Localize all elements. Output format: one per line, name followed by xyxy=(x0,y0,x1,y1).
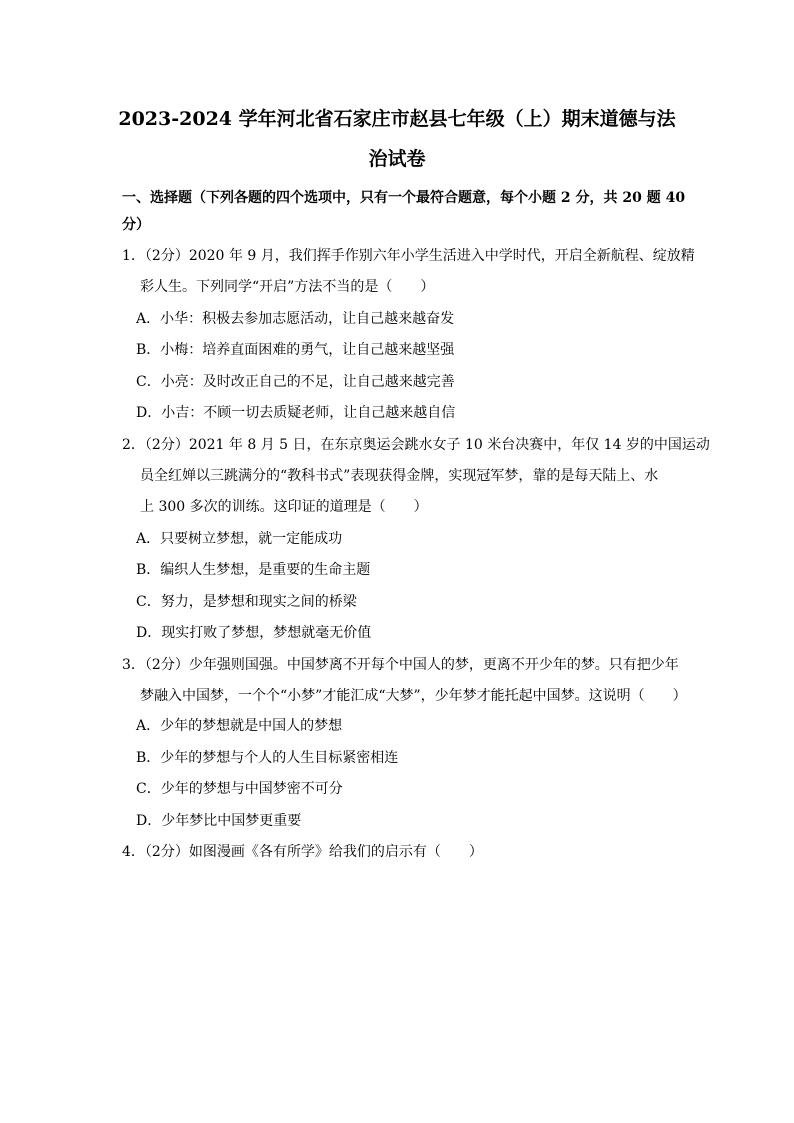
question-2-option-d: D．现实打败了梦想，梦想就毫无价值 xyxy=(136,625,372,641)
question-1-line-2: 彩人生。下列同学“开启”方法不当的是（ ） xyxy=(140,279,435,295)
question-1-line-1: 1．（2分）2020 年 9 月，我们挥手作别六年小学生活进入中学时代，开启全新航程、绽放精 xyxy=(122,248,695,264)
question-3-option-b: B．少年的梦想与个人的人生目标紧密相连 xyxy=(136,750,399,766)
question-2-option-a: A．只要树立梦想，就一定能成功 xyxy=(136,531,343,547)
question-3-option-a: A．少年的梦想就是中国人的梦想 xyxy=(136,718,343,734)
question-1-option-c: C．小亮：及时改正自己的不足，让自己越来越完善 xyxy=(136,374,455,390)
question-3-line-2: 梦融入中国梦，一个个“小梦”才能汇成“大梦”，少年梦才能托起中国梦。这说明（ ） xyxy=(140,688,687,704)
question-2-line-3: 上 300 多次的训练。这印证的道理是（ ） xyxy=(140,499,428,515)
question-1-option-d: D．小吉：不顾一切去质疑老师，让自己越来越自信 xyxy=(136,405,456,421)
question-1-option-a: A．小华：积极去参加志愿活动，让自己越来越奋发 xyxy=(136,311,455,327)
question-3-option-d: D．少年梦比中国梦更重要 xyxy=(136,813,302,829)
question-2-option-b: B．编织人生梦想，是重要的生命主题 xyxy=(136,562,371,578)
question-2-line-2: 员全红婵以三跳满分的“教科书式”表现获得金牌，实现冠军梦，靠的是每天陆上、水 xyxy=(140,468,659,484)
question-3-option-c: C．少年的梦想与中国梦密不可分 xyxy=(136,781,343,797)
question-2-option-c: C．努力，是梦想和现实之间的桥梁 xyxy=(136,594,357,610)
page-title-line-2: 治试卷 xyxy=(368,148,426,170)
question-4-line-1: 4．（2分）如图漫画《各有所学》给我们的启示有（ ） xyxy=(122,844,483,860)
question-1-option-b: B．小梅：培养直面困难的勇气，让自己越来越坚强 xyxy=(136,342,455,358)
question-3-line-1: 3．（2分）少年强则国强。中国梦离不开每个中国人的梦，更离不开少年的梦。只有把少年 xyxy=(122,657,679,673)
section-heading-line-2: 分） xyxy=(122,217,150,233)
page-title-line-1: 2023-2024 学年河北省石家庄市赵县七年级（上）期末道德与法 xyxy=(118,108,676,130)
section-heading-line-1: 一、选择题（下列各题的四个选项中，只有一个最符合题意，每个小题 2 分，共 20 题 40 xyxy=(122,190,686,206)
question-2-line-1: 2．（2分）2021 年 8 月 5 日，在东京奥运会跳水女子 10 米台决赛中，年仅 14 岁的中国运动 xyxy=(122,437,710,453)
